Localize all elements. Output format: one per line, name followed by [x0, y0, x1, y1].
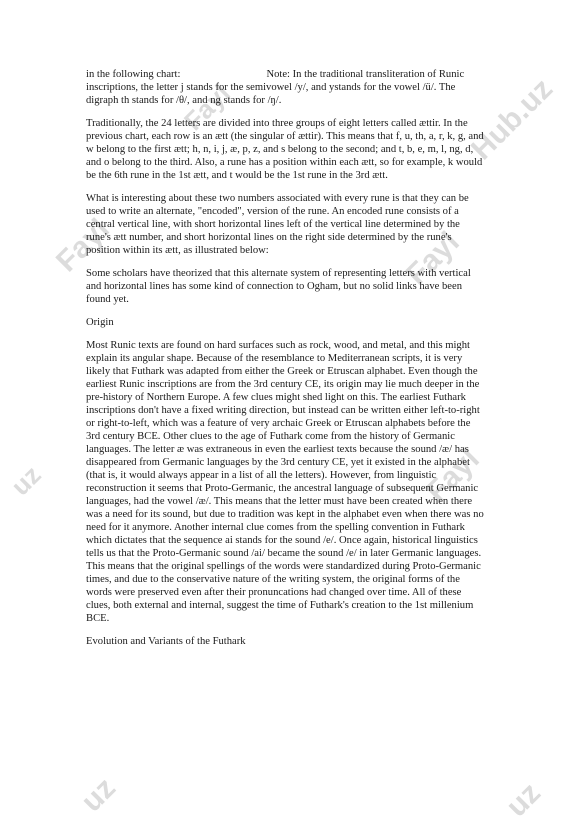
chart-intro-text: in the following chart: [86, 69, 181, 80]
aettir-paragraph: Traditionally, the 24 letters are divided into three groups of eight letters called ættir. In the previous chart, each row is an ætt (the singular of ættir). This means that f, u, th, a, r, k, g, and w belong to the first ætt; h, n, i, j, æ, p, z, and s belong to the second; and t, b, e, m, l, ng, d, and o belong to the third. Also, a rune has a position within each ætt, so for example, k would be the 6th rune in the 1st ætt, and t would be the 1st rune in the 3rd ætt. [86, 118, 484, 181]
ogham-paragraph: Some scholars have theorized that this alternate system of representing letters with vertical and horizontal lines has some kind of connection to Ogham, but no solid links have been found yet. [86, 268, 471, 305]
watermark: Fayl [420, 442, 486, 509]
origin-paragraph: Most Runic texts are found on hard surfaces such as rock, wood, and metal, and this might explain its angular shape. Because of the resemblance to Mediterranean scripts, it is very likely that Futhark was adapted from either the Greek or Etruscan alphabet. Even though the earliest Runic inscriptions are from the 3rd century CE, its origin may lie much deeper in the pre-history of Northern Europe. A few clues might shed light on this. The earliest Futhark inscriptions don't have a fixed writing direction, but instead can be written either left-to-right or right-to-left, which was a feature of very archaic Greek or Etruscan alphabets before the 3rd century BCE. Other clues to the age of Futhark come from the history of Germanic languages. The letter æ was extraneous in even the earliest texts because the sound /æ/ has disappeared from Germanic languages by the 3rd century CE, yet it existed in the alphabet (that is, it would always appear in a list of all the letters). However, from linguistic reconstruction it seems that Proto-Germanic, the ancestral language of subsequent Germanic languages, had the vowel /æ/. This means that the letter must have been created when there was a need for its sound, but due to tradition was kept in the alphabet even when there was no need for it anymore. Another internal clue comes from the spelling convention in Futhark which dictates that the sequence ai stands for the sound /e/. Once again, historical linguistics tells us that the Proto-Germanic sound /ai/ became the sound /e/ in later Germanic languages. This means that the original spellings of the words were standardized during Proto-Germanic times, and due to the conservative nature of the writing system, the original forms of the words were preserved even after their pronuncations had changed over time. All of these clues, both external and internal, suggest the time of Futhark's creation to the 1st millenium BCE. [86, 340, 484, 624]
section-heading-origin: Origin [86, 317, 114, 328]
watermark: Hub.uz [465, 72, 560, 167]
watermark: Fayl [400, 225, 466, 292]
watermark: uz [500, 776, 547, 824]
encoded-rune-paragraph: What is interesting about these two numbers associated with every rune is that they can be used to write an alternate, "encoded", version of the rune. An encoded rune consists of a central vertical line, with short horizontal lines left of the vertical line determined by the rune's ætt number, and short horizontal lines on the right side determined by the rune's position within its ætt, as illustrated below: [86, 193, 469, 256]
watermark: Fayl [178, 78, 237, 137]
note-body-text: transliteration of Runic inscriptions, the letter j stands for the semivowel /y/, and ystands for the vowel /ü/. The digraph th stands for /θ/, and ng stands for /ŋ/. [86, 69, 465, 106]
watermark: uz [75, 771, 122, 819]
watermark: Fayl [50, 212, 116, 279]
document-body [86, 68, 486, 658]
section-heading-evolution: Evolution and Variants of the Futhark [86, 636, 246, 647]
note-label-text: Note: In the traditional [266, 69, 364, 80]
chart-note-paragraph [86, 68, 486, 107]
watermark: uz [5, 459, 47, 502]
